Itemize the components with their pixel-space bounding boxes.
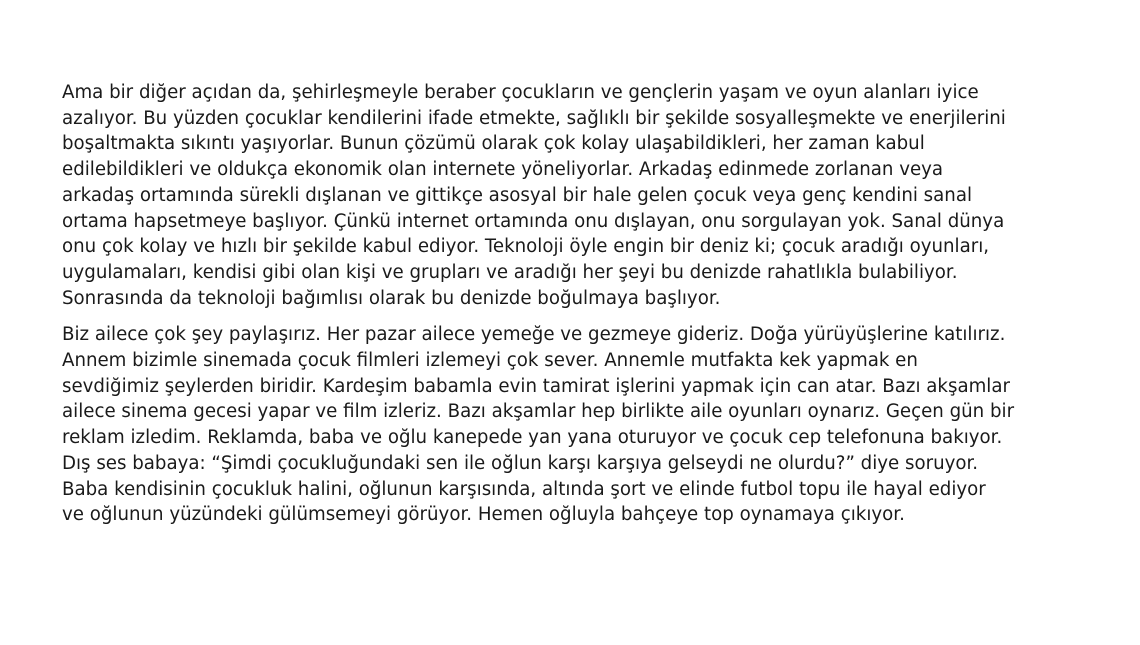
paragraph-line: reklam izledim. Reklamda, baba ve oğlu kanepede yan yana oturuyor ve çocuk cep telefonuna bakıyor.	[62, 427, 1003, 449]
paragraph-line: Biz ailece çok şey paylaşırız. Her pazar ailece yemeğe ve gezmeye gideriz. Doğa yürüyüşlerine katılırız.	[62, 324, 1006, 346]
paragraph-line: ailece sinema gecesi yapar ve film izleriz. Bazı akşamlar hep birlikte aile oyunları oynarız. Geçen gün bir	[62, 401, 1015, 423]
paragraph-line: uygulamaları, kendisi gibi olan kişi ve grupları ve aradığı her şeyi bu denizde rahatlıkla bulabiliyor.	[62, 261, 958, 283]
paragraph-line: Sonrasında da teknoloji bağımlısı olarak bu denizde boğulmaya başlıyor.	[62, 287, 721, 309]
paragraph-line: Baba kendisinin çocukluk halini, oğlunun karşısında, altında şort ve elinde futbol topu ile hayal ediyor	[62, 478, 986, 500]
paragraph-line: boşaltmakta sıkıntı yaşıyorlar. Bunun çözümü olarak çok kolay ulaşabildikleri, her zaman kabul	[62, 133, 925, 155]
paragraph-1	[62, 80, 1092, 311]
paragraph-line: azalıyor. Bu yüzden çocuklar kendilerini ifade etmekte, sağlıklı bir şekilde sosyalleşmekte ve enerjilerini	[62, 107, 1006, 129]
paragraph-line: Annem bizimle sinemada çocuk filmleri izlemeyi çok sever. Annemle mutfakta kek yapmak en	[62, 350, 918, 372]
paragraph-line: Ama bir diğer açıdan da, şehirleşmeyle beraber çocukların ve gençlerin yaşam ve oyun alanları iyice	[62, 82, 979, 103]
paragraph-line: onu çok kolay ve hızlı bir şekilde kabul ediyor. Teknoloji öyle engin bir deniz ki; çocuk aradığı oyunları,	[62, 236, 990, 258]
paragraph-line: ve oğlunun yüzündeki gülümsemeyi görüyor. Hemen oğluyla bahçeye top oynamaya çıkıyor.	[62, 504, 905, 526]
paragraph-line: arkadaş ortamında sürekli dışlanan ve gittikçe asosyal bir hale gelen çocuk veya genç kendini sanal	[62, 184, 973, 206]
paragraph-line: Dış ses babaya: “Şimdi çocukluğundaki sen ile oğlun karşı karşıya gelseydi ne olurdu?” diye soruyor.	[62, 452, 979, 474]
paragraph-line: sevdiğimiz şeylerden biridir. Kardeşim babamla evin tamirat işlerini yapmak için can atar. Bazı akşamlar	[62, 375, 1010, 397]
document-body	[62, 80, 1092, 528]
paragraph-2	[62, 322, 1092, 528]
paragraph-line: ortama hapsetmeye başlıyor. Çünkü internet ortamında onu dışlayan, onu sorgulayan yok. Sanal dünya	[62, 210, 1005, 232]
paragraph-line: edilebildikleri ve oldukça ekonomik olan internete yöneliyorlar. Arkadaş edinmede zorlanan veya	[62, 159, 944, 181]
